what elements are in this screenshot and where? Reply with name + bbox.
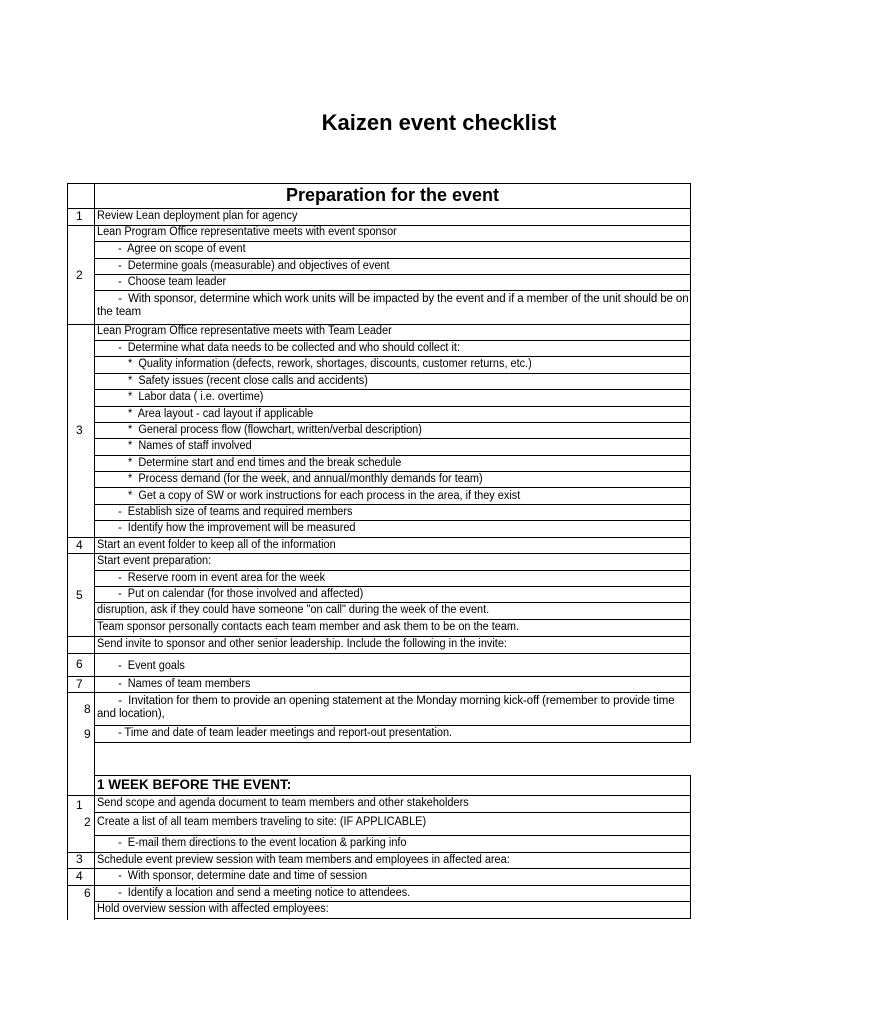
checklist-item: * Get a copy of SW or work instructions for each process in the area, if they exist xyxy=(128,490,521,502)
row-number: 1 xyxy=(76,209,83,223)
row-divider xyxy=(94,918,691,919)
row-divider xyxy=(67,692,691,693)
checklist-item: - Put on calendar (for those involved and affected) xyxy=(112,588,364,600)
checklist-item: - Establish size of teams and required members xyxy=(112,506,353,518)
row-divider xyxy=(94,389,691,390)
row-divider xyxy=(94,901,691,902)
row-divider xyxy=(94,241,691,242)
table-right-border xyxy=(690,183,691,743)
row-divider xyxy=(94,602,691,603)
section-header-week-before: 1 WEEK BEFORE THE EVENT: xyxy=(97,777,292,792)
row-number: 4 xyxy=(76,869,83,883)
row-divider xyxy=(67,553,691,554)
row-number: 9 xyxy=(84,727,91,741)
row-divider xyxy=(67,676,691,677)
checklist-item: * Safety issues (recent close calls and accidents) xyxy=(128,375,368,387)
row-divider xyxy=(94,520,691,521)
checklist-item: - Invitation for them to provide an opening statement at the Monday morning kick-off (remember to provide time and location), xyxy=(97,695,678,720)
checklist-item: Send invite to sponsor and other senior leadership. Include the following in the invite: xyxy=(97,638,507,650)
row-divider xyxy=(94,504,691,505)
checklist-item: - Determine what data needs to be collected and who should collect it: xyxy=(112,342,460,354)
row-number: 2 xyxy=(76,268,83,282)
checklist-item: * Area layout - cad layout if applicable xyxy=(128,408,314,420)
row-divider xyxy=(67,795,691,796)
checklist-item: * Process demand (for the week, and annual/monthly demands for team) xyxy=(128,473,483,485)
row-divider xyxy=(94,835,691,836)
row-divider xyxy=(94,570,691,571)
checklist-item: Lean Program Office representative meets with event sponsor xyxy=(97,226,397,238)
checklist-item: Review Lean deployment plan for agency xyxy=(97,210,298,222)
checklist-item: Schedule event preview session with team members and employees in affected area: xyxy=(97,854,510,866)
row-divider xyxy=(67,636,691,637)
table-left-border xyxy=(67,183,68,920)
number-column-divider xyxy=(94,183,95,920)
row-divider xyxy=(94,619,691,620)
checklist-item: - Time and date of team leader meetings and report-out presentation. xyxy=(112,727,453,739)
checklist-item: * Labor data ( i.e. overtime) xyxy=(128,391,264,403)
row-divider xyxy=(94,356,691,357)
row-divider xyxy=(94,274,691,275)
checklist-item: disruption, ask if they could have someone "on call" during the week of the event. xyxy=(97,604,490,616)
row-divider xyxy=(94,258,691,259)
row-divider xyxy=(67,537,691,538)
checklist-item: - E-mail them directions to the event location & parking info xyxy=(112,837,407,849)
checklist-item: - Agree on scope of event xyxy=(112,243,246,255)
checklist-item: - Identify a location and send a meeting notice to attendees. xyxy=(112,887,411,899)
row-divider xyxy=(94,422,691,423)
checklist-item: - Choose team leader xyxy=(112,276,227,288)
row-number: 7 xyxy=(76,677,83,691)
section-header-preparation: Preparation for the event xyxy=(285,185,500,205)
checklist-item: - Event goals xyxy=(112,660,185,672)
row-divider xyxy=(94,742,691,743)
checklist-item: - Determine goals (measurable) and objectives of event xyxy=(112,260,390,272)
checklist-item: Create a list of all team members traveling to site: (IF APPLICABLE) xyxy=(97,816,427,828)
row-number: 4 xyxy=(76,538,83,552)
checklist-item: Send scope and agenda document to team members and other stakeholders xyxy=(97,797,469,809)
checklist-item: Team sponsor personally contacts each team member and ask them to be on the team. xyxy=(97,621,520,633)
checklist-item: Start event preparation: xyxy=(97,555,212,567)
checklist-item: Hold overview session with affected employees: xyxy=(97,903,329,915)
table-right-border-lower xyxy=(690,775,691,919)
checklist-item: - Names of team members xyxy=(112,678,251,690)
row-divider xyxy=(67,885,691,886)
checklist-item: Start an event folder to keep all of the information xyxy=(97,539,336,551)
row-divider xyxy=(94,775,691,776)
row-divider xyxy=(94,438,691,439)
row-divider xyxy=(67,208,691,209)
row-number: 3 xyxy=(76,852,83,866)
checklist-item: - With sponsor, determine which work units will be impacted by the event and if a member of the unit should be on the team xyxy=(97,293,689,318)
document-title: Kaizen event checklist xyxy=(321,110,557,135)
row-number: 1 xyxy=(76,798,83,812)
row-divider xyxy=(67,868,691,869)
row-number: 6 xyxy=(76,657,83,671)
row-number: 3 xyxy=(76,423,83,437)
row-divider xyxy=(67,653,691,654)
checklist-item: * Quality information (defects, rework, shortages, discounts, customer returns, etc.) xyxy=(128,358,532,370)
row-divider xyxy=(94,406,691,407)
row-number: 6 xyxy=(84,886,91,900)
checklist-item: * Determine start and end times and the break schedule xyxy=(128,457,402,469)
row-divider xyxy=(94,290,691,291)
row-number: 5 xyxy=(76,588,83,602)
checklist-item: - Identify how the improvement will be measured xyxy=(112,522,356,534)
row-divider xyxy=(94,373,691,374)
row-divider xyxy=(67,852,691,853)
checklist-item: - With sponsor, determine date and time of session xyxy=(112,870,368,882)
row-divider xyxy=(94,586,691,587)
row-divider xyxy=(94,487,691,488)
checklist-item: * Names of staff involved xyxy=(128,440,252,452)
row-divider xyxy=(94,455,691,456)
row-divider xyxy=(94,340,691,341)
checklist-item: Lean Program Office representative meets with Team Leader xyxy=(97,325,392,337)
row-divider xyxy=(94,725,691,726)
row-number: 2 xyxy=(84,815,91,829)
row-number: 8 xyxy=(84,702,91,716)
checklist-item: * General process flow (flowchart, written/verbal description) xyxy=(128,424,422,436)
row-divider xyxy=(94,812,691,813)
checklist-item: - Reserve room in event area for the week xyxy=(112,572,326,584)
row-divider xyxy=(94,471,691,472)
